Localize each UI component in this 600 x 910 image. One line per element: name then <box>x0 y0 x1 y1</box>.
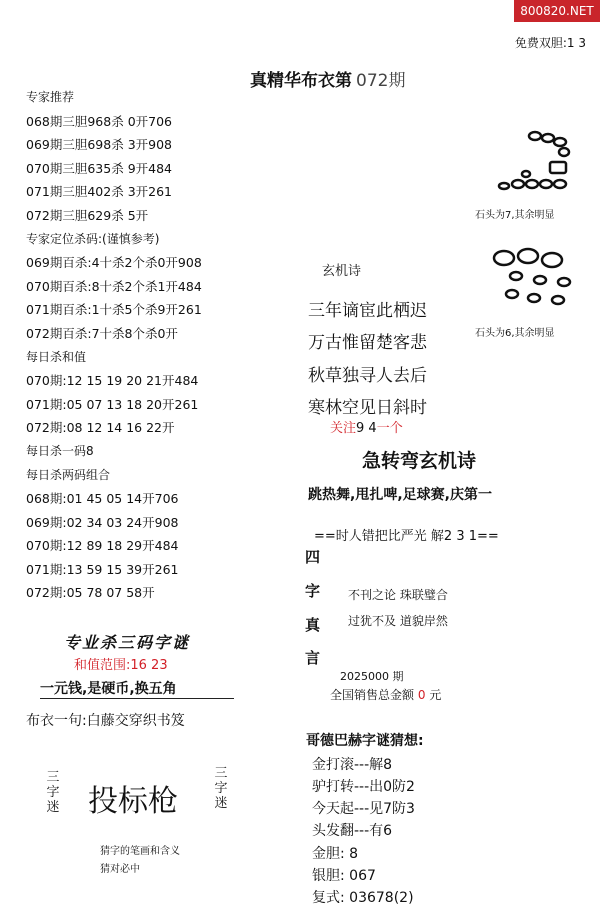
record-line: 069期百杀:4十杀2个杀0开908 <box>26 255 202 271</box>
free-pick: 免费双胆:1 3 <box>514 36 586 50</box>
record-line: 072期:05 78 07 58开 <box>26 585 155 601</box>
riddle-word: 投标枪 <box>88 784 178 819</box>
four-char: 四 <box>305 548 321 566</box>
turn-title: 急转弯玄机诗 <box>362 450 477 472</box>
goedel-line: 驴打转---出0防2 <box>312 779 415 795</box>
sales-label: 全国销售总金额 <box>330 688 415 702</box>
page-title <box>250 66 405 91</box>
turn-poem: 跳热舞,甩扎啤,足球赛,庆第一 <box>308 487 492 503</box>
follow-line <box>330 417 403 436</box>
goedel-line: 今天起---见7防3 <box>312 801 415 817</box>
riddle-line: 一元钱,是硬币,换五角 <box>40 681 177 697</box>
expert-list <box>26 86 202 605</box>
sales-line <box>330 686 441 703</box>
poem-line: 万古惟留楚客悲 <box>308 333 427 353</box>
goedel-line: 金打滚---解8 <box>312 757 393 773</box>
record-line: 069期三胆698杀 3开908 <box>26 137 173 153</box>
four-phrase-1: 不刊之论 珠联璧合 <box>348 588 448 602</box>
riddle-hint: 猜字的笔画和含义 <box>100 846 180 857</box>
record-line: 072期百杀:7十杀8个杀0开 <box>26 325 178 341</box>
riddle-header: 专业杀三码字谜 <box>64 633 191 652</box>
title-main: 真精华布衣第 <box>250 71 352 91</box>
follow-label: 关注 <box>330 421 357 436</box>
follow-numbers: 9 4 <box>356 421 377 436</box>
goedel-line: 复式: 03678(2) <box>312 890 414 906</box>
record-line: 069期:02 34 03 24开908 <box>26 514 179 530</box>
riddle-hint-2: 猜对必中 <box>100 864 140 875</box>
four-char: 真 <box>305 616 321 634</box>
goedel-header: 哥德巴赫字谜猜想: <box>306 733 424 749</box>
sales-unit: 元 <box>429 688 442 702</box>
record-line: 068期三胆968杀 0开706 <box>26 113 173 129</box>
record-line: 072期:08 12 14 16 22开 <box>26 420 175 436</box>
site-logo[interactable]: 800820.NET <box>514 0 600 22</box>
goedel-line: 头发翻---有6 <box>312 823 393 839</box>
poem-line: 秋草独寻人去后 <box>308 366 427 386</box>
stone-caption-2: 石头为6,其余明显 <box>475 328 555 339</box>
record-line: 068期:01 45 05 14开706 <box>26 491 179 507</box>
section-header: 专家推荐 <box>26 90 75 104</box>
record-line: 071期三胆402杀 3开261 <box>26 184 173 200</box>
title-issue: 072期 <box>356 71 406 91</box>
poem-line: 三年谪宦此栖迟 <box>308 301 427 321</box>
poem-header: 玄机诗 <box>322 264 362 279</box>
record-line: 070期百杀:8十杀2个杀1开484 <box>26 278 202 294</box>
record-line: 070期:12 89 18 29开484 <box>26 538 179 554</box>
section-header: 每日杀两码组合 <box>26 467 111 482</box>
side-label-left: 三字迷 <box>46 770 60 815</box>
section-header: 专家定位杀码:(谨慎参考) <box>26 231 160 246</box>
stone-figure-1 <box>490 128 590 198</box>
record-line: 071期:05 07 13 18 20开261 <box>26 396 199 412</box>
four-char: 字 <box>305 582 321 600</box>
stone-caption-1: 石头为7,其余明显 <box>475 210 555 221</box>
goedel-line: 银胆: 067 <box>312 868 376 884</box>
section-header: 每日杀一码8 <box>26 443 94 458</box>
record-line: 070期三胆635杀 9开484 <box>26 160 173 176</box>
record-line: 071期:13 59 15 39开261 <box>26 561 179 577</box>
record-line: 070期:12 15 19 20 21开484 <box>26 373 199 389</box>
buyi-sentence: 布衣一句:白藤交穿织书笈 <box>26 713 185 729</box>
section-header: 每日杀和值 <box>26 349 87 364</box>
record-line: 072期三胆629杀 5开 <box>26 207 149 223</box>
follow-suffix: 一个 <box>376 421 403 436</box>
goedel-line: 金胆: 8 <box>312 846 359 862</box>
four-phrase-2: 过犹不及 道貌岸然 <box>348 614 448 628</box>
side-label-right: 三字迷 <box>214 766 228 811</box>
riddle-range: 和值范围:16 23 <box>74 658 168 673</box>
sales-amount: 0 <box>417 688 426 702</box>
turn-answer: ==时人错把比严光 解2 3 1== <box>314 529 499 544</box>
divider <box>40 698 234 699</box>
poem-line: 寒林空见日斜时 <box>308 398 427 418</box>
sales-period: 2025000 期 <box>340 670 404 683</box>
four-char: 言 <box>305 649 321 667</box>
record-line: 071期百杀:1十杀5个杀9开261 <box>26 302 202 318</box>
stone-figure-2 <box>488 246 592 310</box>
